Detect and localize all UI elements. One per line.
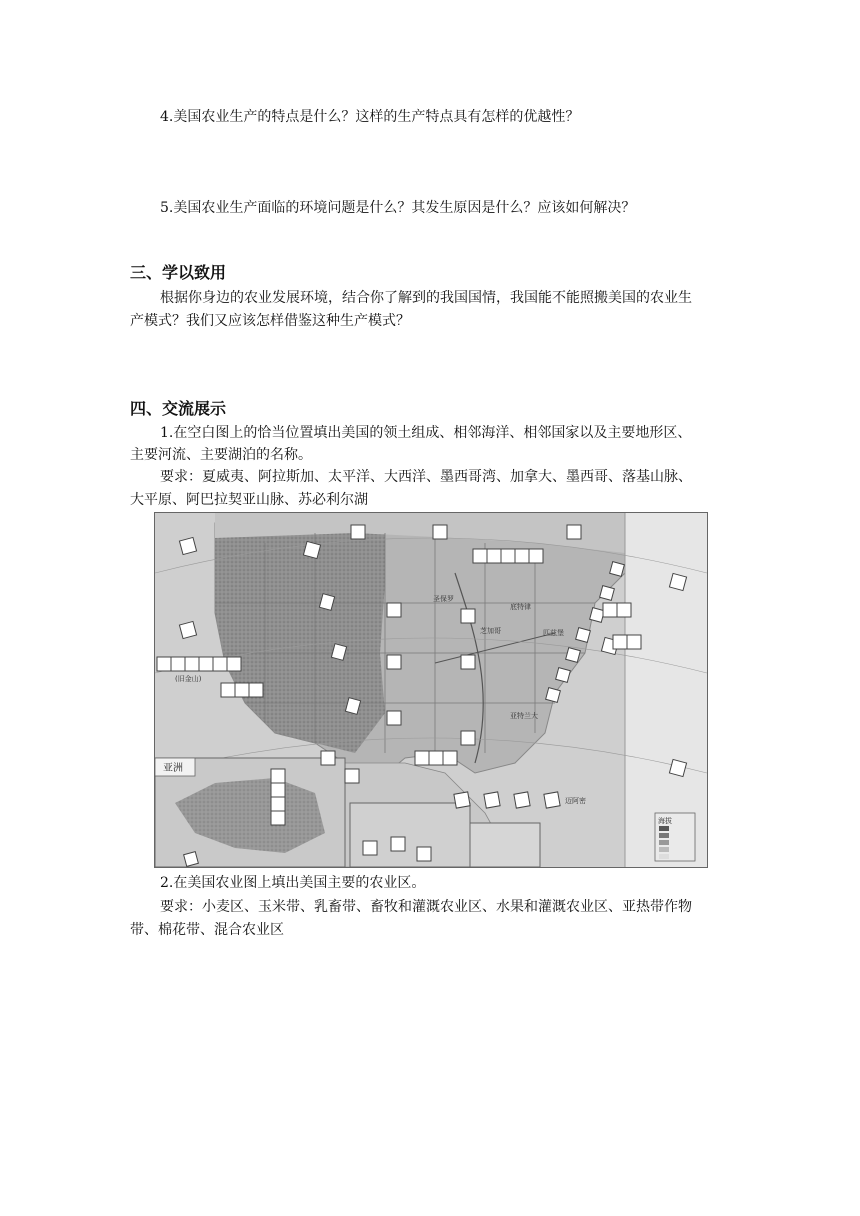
usa-blank-map: [154, 512, 708, 868]
section-4-heading: 四、交流展示: [130, 399, 227, 418]
legend-title: 海拔: [658, 817, 672, 825]
city-label: 芝加哥: [480, 627, 501, 635]
answer-box[interactable]: [387, 711, 401, 725]
answer-box-row[interactable]: [415, 751, 457, 765]
city-label: 亚特兰大: [510, 712, 538, 720]
answer-box[interactable]: [179, 621, 196, 638]
inset-asia-label: 亚洲: [163, 763, 183, 774]
answer-box[interactable]: [363, 841, 377, 855]
answer-box[interactable]: [387, 603, 401, 617]
answer-box-row[interactable]: [157, 657, 241, 671]
city-label: 匹兹堡: [543, 629, 564, 637]
answer-box[interactable]: [546, 688, 561, 703]
question-4: 4.美国农业生产的特点是什么？这样的生产特点具有怎样的优越性？: [160, 109, 580, 125]
answer-box-row[interactable]: [613, 635, 641, 649]
sf-label: (旧金山): [175, 675, 202, 683]
answer-box[interactable]: [345, 769, 359, 783]
answer-box[interactable]: [544, 792, 560, 808]
answer-box[interactable]: [417, 847, 431, 861]
answer-box[interactable]: [454, 792, 470, 808]
answer-box[interactable]: [303, 541, 320, 558]
answer-box[interactable]: [391, 837, 405, 851]
answer-box[interactable]: [351, 525, 365, 539]
question-5: 5.美国农业生产面临的环境问题是什么？其发生原因是什么？应该如何解决？: [160, 200, 636, 216]
answer-box-row[interactable]: [603, 603, 631, 617]
requirement-2-line-2: 带、棉花带、混合农业区: [130, 922, 284, 938]
city-label: 底特律: [510, 603, 531, 611]
answer-box[interactable]: [484, 792, 500, 808]
answer-box[interactable]: [461, 731, 475, 745]
section-3-line-1: 根据你身边的农业发展环境，结合你了解到的我国国情，我国能不能照搬美国的农业生: [160, 290, 692, 306]
answer-box[interactable]: [600, 586, 615, 601]
task-2: 2.在美国农业图上填出美国主要的农业区。: [160, 875, 426, 891]
answer-box[interactable]: [461, 609, 475, 623]
task-1-line-2: 主要河流、主要湖泊的名称。: [130, 447, 312, 463]
answer-box[interactable]: [566, 648, 581, 663]
answer-box[interactable]: [556, 668, 571, 683]
requirement-1-line-2: 大平原、阿巴拉契亚山脉、苏必利尔湖: [130, 492, 368, 508]
answer-box[interactable]: [184, 852, 199, 867]
city-label: 迈阿密: [565, 797, 586, 805]
task-1-line-1: 1.在空白图上的恰当位置填出美国的领土组成、相邻海洋、相邻国家以及主要地形区、: [160, 425, 692, 441]
section-3-heading: 三、学以致用: [130, 263, 227, 282]
answer-box[interactable]: [590, 608, 605, 623]
answer-box[interactable]: [514, 792, 530, 808]
answer-box[interactable]: [567, 525, 581, 539]
answer-box[interactable]: [321, 751, 335, 765]
answer-box[interactable]: [610, 562, 625, 577]
answer-box[interactable]: [669, 759, 686, 776]
answer-box-column[interactable]: [271, 769, 285, 825]
requirement-1-line-1: 要求：夏威夷、阿拉斯加、太平洋、大西洋、墨西哥湾、加拿大、墨西哥、落基山脉、: [160, 469, 692, 485]
answer-box[interactable]: [461, 655, 475, 669]
answer-box[interactable]: [576, 628, 591, 643]
section-3-line-2: 产模式？我们又应该怎样借鉴这种生产模式？: [130, 313, 410, 329]
requirement-2-line-1: 要求：小麦区、玉米带、乳畜带、畜牧和灌溉农业区、水果和灌溉农业区、亚热带作物: [160, 899, 692, 915]
answer-box[interactable]: [669, 573, 686, 590]
answer-box-row[interactable]: [473, 549, 543, 563]
answer-box[interactable]: [387, 655, 401, 669]
city-label: 圣保罗: [433, 595, 454, 603]
answer-box[interactable]: [433, 525, 447, 539]
answer-box-row[interactable]: [221, 683, 263, 697]
answer-box[interactable]: [179, 537, 196, 554]
